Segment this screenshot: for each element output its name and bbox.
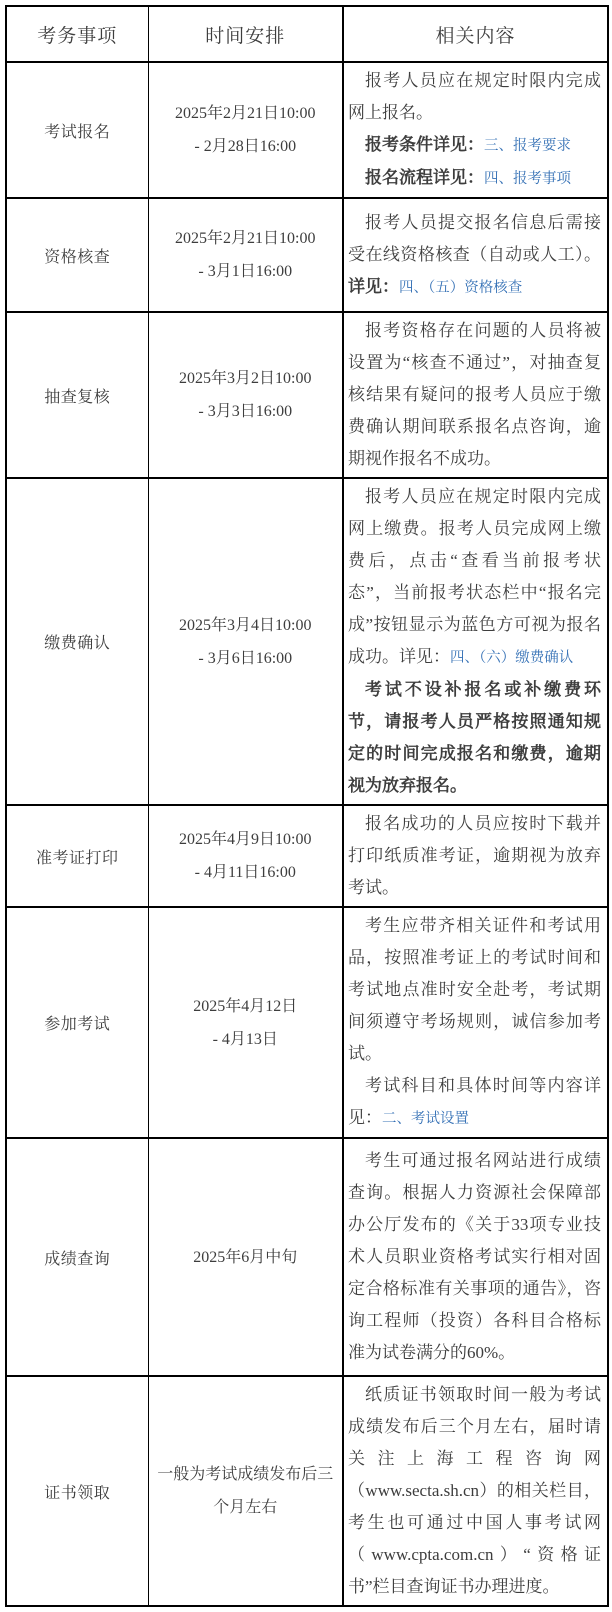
exam-item-cell: 考试报名 [6, 62, 148, 198]
time-line: 2025年3月4日10:00 [179, 616, 312, 634]
inline-link[interactable]: 四、（六）缴费确认 [450, 650, 574, 666]
text-run: 报名成功的人员应按时下载并打印纸质准考证，逾期视为放弃考试。 [348, 814, 601, 897]
col-header-related-content: 相关内容 [343, 6, 608, 62]
table-row [6, 312, 608, 478]
inline-link[interactable]: 二、考试设置 [382, 1111, 469, 1127]
content-paragraph [348, 1145, 601, 1369]
time-line: - 3月3日16:00 [198, 403, 293, 420]
exam-item-cell: 证书领取 [6, 1376, 148, 1606]
related-content-cell [343, 1138, 608, 1376]
exam-table-body [6, 62, 608, 1606]
time-line: - 4月13日 [212, 1030, 278, 1048]
time-schedule-cell [148, 805, 343, 907]
time-line: - 3月6日16:00 [198, 649, 293, 667]
related-content-cell [343, 198, 608, 312]
table-row [6, 1376, 608, 1606]
text-run: 报考人员提交报名信息后需接受在线资格核查（自动或人工）。 [348, 212, 601, 264]
time-line: 2025年4月9日10:00 [179, 831, 312, 848]
time-line: 一般为考试成绩发布后三 [157, 1466, 334, 1483]
related-content-cell [343, 907, 608, 1138]
time-line: 2025年2月21日10:00 [175, 230, 316, 247]
time-line: - 3月1日16:00 [198, 263, 293, 280]
text-run: 报考资格存在问题的人员将被设置为“核查不通过”，对抽查复核结果有疑问的报考人员应于缴费确认期间联系报名点咨询，逾期视作报名不成功。 [348, 321, 601, 468]
content-paragraph [348, 207, 601, 304]
time-schedule-cell [148, 198, 343, 312]
time-line: 个月左右 [213, 1499, 278, 1516]
text-run: 考生应带齐相关证件和考试用品，按照准考证上的考试时间和考试地点准时安全赴考，考试期间须遵守考场规则，诚信参加考试。 [348, 916, 601, 1063]
text-run: 报考人员应在规定时限内完成网上报名。 [348, 71, 601, 122]
time-schedule-cell [148, 907, 343, 1138]
text-run: 考生可通过报名网站进行成绩查询。根据人力资源社会保障部办公厅发布的《关于33项专业技术人员职业资格考试实行相对固定合格标准有关事项的通告》，咨询工程师（投资）各科目合格标准为试卷满分的60%。 [348, 1151, 601, 1362]
time-line: 2025年4月12日 [193, 997, 298, 1015]
header-row [6, 6, 608, 62]
text-run: 考试科目和具体时间等内容详见： [348, 1076, 601, 1127]
time-line: 2025年3月2日10:00 [179, 370, 312, 387]
time-line: - 4月11日16:00 [194, 864, 296, 881]
time-line: 2025年2月21日10:00 [175, 105, 316, 122]
table-row [6, 478, 608, 805]
exam-schedule-table [5, 5, 609, 1607]
table-row [6, 62, 608, 198]
related-content-cell [343, 478, 608, 805]
content-paragraph [348, 910, 601, 1070]
content-paragraph [348, 1379, 601, 1603]
content-paragraph [348, 162, 601, 195]
content-paragraph [348, 315, 601, 475]
time-line: - 2月28日16:00 [194, 138, 297, 155]
time-schedule-cell [148, 478, 343, 805]
related-content-cell [343, 1376, 608, 1606]
bold-text: 报考条件详见： [365, 135, 484, 154]
inline-link[interactable]: 四、（五）资格核查 [399, 279, 523, 296]
time-line: 2025年6月中旬 [193, 1248, 298, 1266]
table-row [6, 805, 608, 907]
text-run: 纸质证书领取时间一般为考试成绩发布后三个月左右，届时请关注上海工程咨询网（www.secta.sh.cn）的相关栏目，考生也可通过中国人事考试网（www.cpta.com.cn）“资格证书”栏目查询证书办理进度。 [348, 1385, 601, 1596]
content-paragraph [348, 481, 601, 674]
time-schedule-cell [148, 1138, 343, 1376]
time-schedule-cell [148, 62, 343, 198]
time-schedule-cell [148, 312, 343, 478]
inline-link[interactable]: 四、报考事项 [484, 171, 571, 187]
content-paragraph [348, 129, 601, 162]
text-run: 报考人员应在规定时限内完成网上缴费。报考人员完成网上缴费后，点击“查看当前报考状态”，当前报考状态栏中“报名完成”按钮显示为蓝色方可视为报名成功。详见： [348, 487, 601, 666]
exam-item-cell: 资格核查 [6, 198, 148, 312]
col-header-time-schedule: 时间安排 [148, 6, 343, 62]
related-content-cell [343, 805, 608, 907]
table-row [6, 1138, 608, 1376]
time-schedule-cell [148, 1376, 343, 1606]
table-row [6, 198, 608, 312]
bold-text: 考试不设补报名或补缴费环节，请报考人员严格按照通知规定的时间完成报名和缴费，逾期视为放弃报名。 [348, 680, 601, 795]
bold-text: 详见： [348, 276, 399, 296]
table-row [6, 907, 608, 1138]
bold-text: 报名流程详见： [365, 168, 484, 187]
exam-item-cell: 成绩查询 [6, 1138, 148, 1376]
content-paragraph [348, 1070, 601, 1135]
content-paragraph [348, 808, 601, 904]
exam-item-cell: 参加考试 [6, 907, 148, 1138]
exam-item-cell: 抽查复核 [6, 312, 148, 478]
exam-item-cell: 缴费确认 [6, 478, 148, 805]
content-paragraph [348, 65, 601, 129]
content-paragraph [348, 674, 601, 802]
related-content-cell [343, 62, 608, 198]
related-content-cell [343, 312, 608, 478]
inline-link[interactable]: 三、报考要求 [484, 138, 571, 154]
col-header-exam-item: 考务事项 [6, 6, 148, 62]
exam-item-cell: 准考证打印 [6, 805, 148, 907]
